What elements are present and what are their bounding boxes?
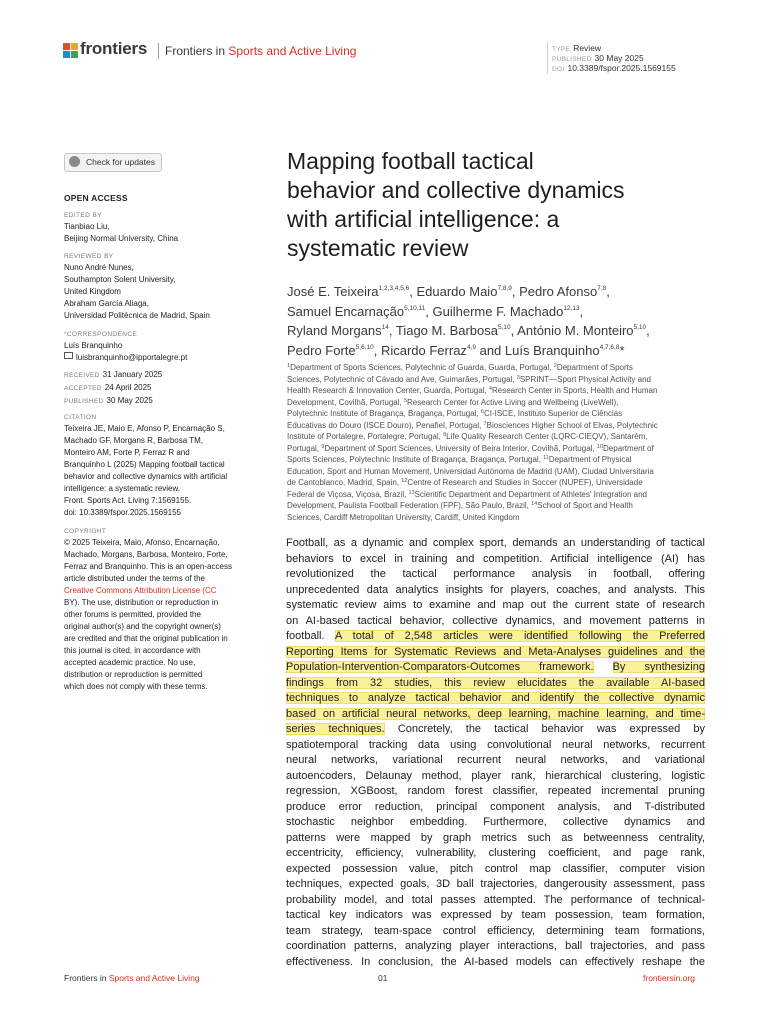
affiliation-marker: 4,9 (466, 343, 476, 351)
mail-icon (64, 352, 73, 359)
affiliation-line (287, 408, 707, 420)
highlighted-text: By synthesizing (612, 661, 705, 673)
abstract-text-run: tactical key indicators was expressed by team possession, team formation, (286, 909, 705, 921)
author-name[interactable]: , Ricardo Ferraz (373, 342, 467, 358)
page-number: 01 (378, 973, 388, 983)
affiliation-text: Education, Sport and Human Movement, Universidad Autónoma de Madrid (UAM), Ciudad Universitaria (287, 466, 654, 476)
author-name[interactable]: and Luís Branquinho (475, 342, 600, 358)
affiliation-text: Life Quality Research Center (LQRC-CIEQV), Santarém, (446, 432, 648, 441)
affiliation-text: Sciences, Cardiff Metropolitan University, Cardiff, United Kingdom (287, 512, 520, 522)
affiliation-line (287, 362, 707, 374)
affiliation-number: 2 (553, 363, 557, 369)
affiliation-text: SPRINT—Sport Physical Activity and (519, 374, 651, 384)
article-title: Mapping football tactical behavior and collective dynamics with artificial intelligence: a systematic review (287, 148, 625, 261)
affiliation-number: 12 (401, 478, 408, 484)
affiliation-text: Federal de Viçosa, Viçosa, Brazil, (287, 489, 409, 499)
affiliation-text: Development, Paulista Football Federation (FPF), São Paulo, Brazil, (287, 501, 532, 510)
affiliation-text: Centre of Research and Studies in Soccer (NUPEF), Universidade (407, 478, 643, 487)
affiliation-text: Institute of Portalegre, Portalegre, Portugal, (287, 432, 444, 441)
footer-journal[interactable]: Frontiers in Sports and Active Living (64, 973, 200, 983)
citation-doi-link[interactable]: doi: 10.3389/fspor.2025.1569155 (64, 508, 181, 517)
affiliation-line (287, 466, 707, 478)
affiliation-number: 9 (321, 443, 325, 450)
journal-name[interactable]: Frontiers in Sports and Active Living (165, 44, 357, 58)
affiliation-marker: 7,8 (597, 285, 607, 292)
abstract-line (286, 815, 705, 831)
abstract-line (286, 893, 705, 909)
abstract-text-run: football. (286, 630, 335, 642)
frontiers-logo-icon (63, 43, 78, 58)
author-name[interactable]: Pedro Forte (287, 342, 356, 358)
affiliation-line (287, 374, 707, 386)
abstract-text-run: team strategy, team-space control efficiency, determining team formations, (286, 924, 705, 937)
email-link[interactable]: luisbranquinho@ipportalegre.pt (64, 352, 260, 364)
article-type: TYPE Review (552, 43, 602, 53)
author-name[interactable]: , Eduardo Maio (409, 284, 498, 299)
affiliation-line (287, 477, 707, 489)
license-link[interactable]: Creative Commons Attribution License (CC (64, 586, 217, 595)
meta-divider (547, 42, 548, 74)
affiliation-marker: 5,10 (633, 324, 647, 331)
abstract-line (286, 598, 705, 614)
affiliation-number: 3 (516, 374, 520, 381)
affiliation-text: Educativas do Douro (ISCE Douro), Penafiel, Portugal, (287, 420, 484, 430)
reviewed-by-section: REVIEWED BY Nuno André Nunes, Southampton Solent University, United Kingdom Abraham García Aliaga, Universidad Politécnica de Madrid, Spain (64, 253, 210, 320)
abstract-line (286, 753, 705, 769)
affiliation-marker: 5,6,10 (355, 343, 374, 351)
abstract-line (286, 676, 705, 692)
affiliation-text: Department of Sports (556, 363, 633, 372)
abstract-line (286, 567, 705, 583)
affiliation-line (287, 443, 707, 455)
author-line (287, 282, 727, 302)
update-icon (69, 156, 80, 167)
affiliation-line (287, 420, 707, 432)
author-list (287, 282, 727, 360)
dates-section: RECEIVED 31 January 2025 ACCEPTED 24 April 2025 PUBLISHED 30 May 2025 (64, 370, 163, 405)
abstract-line (286, 614, 705, 630)
highlighted-text: techniques to analyze tactical behavior and identify the collective dynamic (286, 692, 705, 704)
affiliation-number: 1 (287, 363, 291, 369)
highlighted-text: findings from 32 studies, this review elucidates the available AI-based (286, 676, 705, 689)
affiliation-marker: 1,2,3,4,5,6 (378, 285, 410, 292)
abstract-text-run: autoencoders, Delaunay method, player rank, hierarchical clustering, logistic (286, 769, 705, 782)
edited-by-section: EDITED BY Tianbiao Liu, Beijing Normal University, China (64, 212, 179, 243)
affiliation-marker: 5,10,11 (404, 304, 426, 312)
highlighted-text: Reporting Items for Systematic Reviews and Meta-Analyses guidelines and the (286, 645, 705, 658)
abstract-line (286, 738, 705, 754)
abstract-text (286, 536, 705, 970)
affiliation-text: Department of (603, 443, 654, 453)
author-line (287, 302, 727, 322)
affiliation-marker: 7,8,9 (497, 285, 512, 292)
affiliation-line (287, 397, 707, 409)
affiliation-text: Development, Covilhã, Portugal, (287, 397, 404, 407)
citation-section: CITATION Teixeira JE, Maio E, Afonso P, Encarnação S, Machado GF, Morgans R, Barbosa TM, Monteiro AM, Forte P, Ferraz R and Branquinho L (2025) Mapping football tactical behavior and collective dynamics with artificial intelligence: a systematic review. Front. Sports Act. Living 7:1569155. doi: 10.3389/fspor.2025.1569155 (64, 413, 260, 519)
affiliation-marker: 5,10 (498, 324, 511, 331)
affiliation-text: Polytechnic Institute of Bragança, Bragança, Portugal, (287, 409, 481, 418)
affiliation-number: 6 (480, 409, 484, 415)
affiliation-line (287, 512, 707, 524)
affiliation-line (287, 385, 707, 397)
highlighted-text: series techniques. (286, 723, 385, 735)
affiliation-text: Biosciences Higher School of Elvas, Polytechnic (486, 420, 658, 430)
abstract-text-run: systematic review aims to examine and map out the current state of research (286, 599, 705, 611)
affiliation-text: Sports Sciences, Polytechnic Institute of Bragança, Bragança, Portugal, (287, 455, 544, 464)
author-name[interactable]: , Guilherme F. Machado (425, 303, 564, 319)
abstract-text-run: eccentricity, efficiency, vulnerability, clustering coefficient, and page rank, (286, 847, 705, 859)
author-name[interactable]: , Pedro Afonso (511, 284, 598, 299)
author-name[interactable]: Ryland Morgans (287, 323, 382, 338)
affiliation-text: Research Center for Active Living and Wellbeing (LiveWell), (407, 397, 619, 407)
abstract-text-run (594, 661, 613, 673)
author-name[interactable]: , (606, 284, 610, 299)
highlighted-text: Population-Intervention-Comparators-Outcomes framework. (286, 661, 594, 673)
abstract-line (286, 877, 705, 893)
affiliation-text: School of Sport and Health (537, 501, 633, 510)
affiliation-text: Department of Sport Sciences, University of Beira Interior, Covilhã, Portugal, (324, 443, 597, 453)
affiliation-number: 14 (531, 501, 538, 507)
affiliation-text: Sciences, Polytechnic of Cávado and Ave, Guimarães, Portugal, (287, 374, 517, 384)
affiliation-marker: 12,13 (563, 304, 580, 312)
abstract-text-run: spatiotemporal tracking data using convolutional neural networks, recurrent (286, 738, 705, 751)
abstract-line (286, 536, 705, 552)
abstract-line (286, 645, 705, 661)
affiliation-text: Department of Sports Sciences, Polytechnic of Guarda, Guarda, Portugal, (290, 363, 554, 372)
author-name[interactable]: , (579, 303, 584, 319)
highlighted-text: based on artificial neural networks, deep learning, machine learning, and time- (286, 707, 705, 720)
abstract-line (286, 800, 705, 816)
affiliation-text: Portugal, (287, 443, 322, 453)
affiliation-number: 4 (488, 386, 492, 392)
abstract-line (286, 769, 705, 785)
affiliation-text: Health Research & Innovation Center, Guarda, Portugal, (287, 386, 489, 395)
abstract-text-run: coordination patterns, analyzing player interactions, ball trajectories, and pass (286, 940, 705, 952)
affiliation-marker: 4,7,6,8 (599, 343, 620, 351)
author-name[interactable]: * (619, 342, 625, 358)
abstract-line (286, 660, 705, 676)
abstract-text-run: probability model, and total passes attempted. The performance of technical- (286, 893, 705, 906)
author-line (287, 341, 727, 361)
affiliation-line (287, 454, 707, 466)
affiliations (287, 362, 707, 523)
abstract-line (286, 924, 705, 940)
open-access-label: OPEN ACCESS (64, 193, 128, 203)
affiliation-text: Scientific Department and Department of Athletes' Integration and (414, 489, 647, 499)
author-name[interactable]: José E. Teixeira (287, 284, 379, 299)
abstract-line (286, 862, 705, 878)
check-for-updates-button[interactable]: Check for updates (64, 153, 162, 172)
affiliation-text: Research Center in Sports, Health and Human (491, 386, 658, 395)
abstract-text-run: effectiveness. In conclusion, the AI-based models can effectively reshape the (286, 955, 705, 968)
abstract-text-run: unprecedented data analytics insights for players, coaches, and analysts. This (286, 583, 705, 596)
abstract-line (286, 707, 705, 723)
abstract-text-run: behaviors to excel in training and competition. Artificial intelligence (AI) has (286, 552, 705, 565)
affiliation-text: de Cantoblanco, Madrid, Spain, (287, 478, 402, 487)
affiliation-number: 11 (543, 455, 549, 461)
abstract-text-run: expected possession value, pitch control map classifier, computer vision (286, 862, 705, 875)
license-link-end[interactable]: BY). (64, 598, 80, 607)
author-name[interactable]: , Tiago M. Barbosa (388, 323, 499, 338)
abstract-line (286, 784, 705, 800)
abstract-text-run: revolutionized the tactical performance analysis in football, offering (286, 568, 705, 580)
affiliation-text: CI-ISCE, Instituto Superior de Ciências (483, 409, 623, 418)
abstract-line (286, 955, 705, 971)
published-date: PUBLISHED 30 May 2025 (552, 53, 644, 63)
abstract-line (286, 846, 705, 862)
abstract-text-run: Concretely, the tactical behavior was expressed by (384, 723, 705, 735)
correspondence-section: *CORRESPONDENCE Luís Branquinho luisbranquinho@ipportalegre.pt (64, 330, 260, 364)
author-name[interactable]: , António M. Monteiro (510, 323, 634, 338)
affiliation-line (287, 500, 707, 512)
abstract-line (286, 908, 705, 924)
abstract-text-run: neural networks, variational recurrent neural networks, and variational (286, 754, 705, 766)
abstract-text-run: techniques, expected goals, 3D ball trajectories, dangerousity assessment, pass (286, 878, 705, 890)
copyright-section: COPYRIGHT © 2025 Teixeira, Maio, Afonso, Encarnação, Machado, Morgans, Barbosa, Monteiro, Forte, Ferraz and Branquinho. This is an open-access article distributed under the terms of the Creative Commons Attribution License (CC BY). The use, distribution or reproduction in other forums is permitted, provided the original author(s) and the copyright owner(s) are credited and that the original publication in this journal is cited, in accordance with accepted academic practice. No use, distribution or reproduction is permitted which does not comply with these terms. (64, 527, 260, 693)
abstract-text-run: patterns were mapped by graph metrics such as betweenness centrality, (286, 831, 705, 844)
abstract-text-run: produce error reduction, principal component analysis, and T-distributed (286, 800, 705, 813)
abstract-line (286, 939, 705, 955)
abstract-text-run: Football, as a dynamic and complex sport, demands an understanding of tactical (286, 537, 705, 549)
header-separator (158, 43, 159, 59)
affiliation-line (287, 431, 707, 443)
abstract-line (286, 691, 705, 707)
abstract-text-run: regression, XGBoost, random forest classifier, repeated incremental pruning (286, 785, 705, 797)
frontiers-logo-text: frontiers (80, 39, 148, 58)
abstract-line (286, 552, 705, 568)
affiliation-number: 7 (483, 420, 487, 427)
abstract-text-run: stochastic neighbor embedding. Furthermore, collective dynamics and (286, 816, 705, 828)
footer-site-link[interactable]: frontiersin.org (643, 973, 695, 983)
abstract-line (286, 722, 705, 738)
abstract-text-run: on AI-based tactical behavior, collective dynamics, and movement patterns in (286, 614, 705, 627)
affiliation-marker: 14 (381, 324, 389, 331)
affiliation-number: 10 (596, 443, 604, 450)
affiliation-number: 13 (408, 489, 415, 496)
abstract-line (286, 831, 705, 847)
abstract-line (286, 583, 705, 599)
abstract-line (286, 629, 705, 645)
author-line (287, 321, 727, 341)
affiliation-text: Department of Physical (548, 455, 632, 464)
affiliation-number: 5 (403, 397, 408, 404)
author-name[interactable]: Samuel Encarnação (287, 303, 405, 319)
author-name[interactable]: , (646, 323, 650, 338)
doi-link[interactable]: DOI 10.3389/fspor.2025.1569155 (552, 63, 676, 73)
affiliation-number: 8 (443, 432, 447, 438)
highlighted-text: A total of 2,548 articles were identified following the Preferred (334, 630, 705, 642)
affiliation-line (287, 489, 707, 501)
